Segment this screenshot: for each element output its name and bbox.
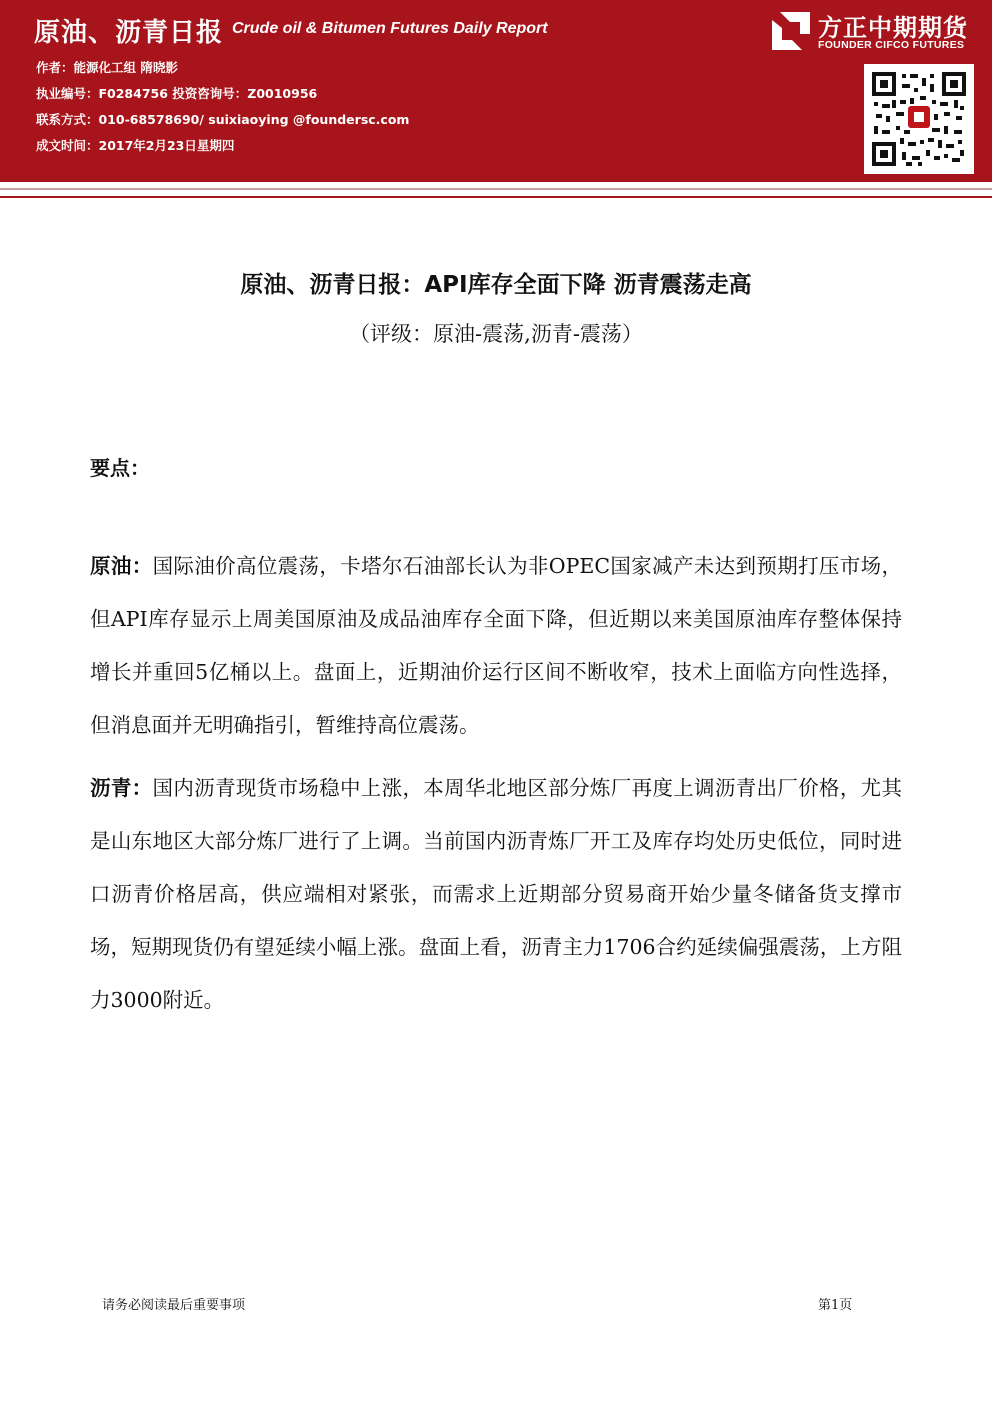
license-line: 执业编号：F0284756 投资咨询号：Z0010956: [36, 86, 318, 101]
founder-logo-icon: [770, 10, 812, 52]
bitumen-paragraph: [90, 762, 902, 1027]
crude-oil-paragraph: [90, 540, 902, 752]
rating-line: （评级：原油-震荡,沥青-震荡）: [349, 322, 643, 346]
date-line: 成文时间：2017年2月23日星期四: [36, 138, 235, 153]
bitumen-lead: 沥青：: [90, 776, 153, 800]
qr-code: [864, 64, 974, 174]
crude-oil-lead: 原油：: [90, 554, 153, 578]
author-line: 作者：能源化工组 隋晓影: [36, 60, 178, 75]
header-banner: [0, 0, 992, 180]
logo-text-cn: 方正中期期货: [818, 14, 968, 42]
footer-notice: 请务必阅读最后重要事项: [102, 1298, 246, 1313]
company-logo: [770, 6, 985, 54]
key-points-heading: 要点：: [90, 456, 150, 480]
bitumen-text: 国内沥青现货市场稳中上涨，本周华北地区部分炼厂再度上调沥青出厂价格，尤其是山东地区大部分炼厂进行了上调。当前国内沥青炼厂开工及库存均处历史低位，同时进口沥青价格居高，供应端相对紧张，而需求上近期部分贸易商开始少量冬储备货支撑市场，短期现货仍有望延续小幅上涨。盘面上看，沥青主力1706合约延续偏强震荡，上方阻力3000附近。: [90, 776, 903, 1012]
page-number: 第1页: [818, 1298, 853, 1313]
report-title-cn: 原油、沥青日报: [34, 18, 224, 48]
contact-line: 联系方式：010-68578690/ suixiaoying @foundersc.com: [36, 112, 410, 127]
qr-code-icon: [870, 70, 968, 168]
document-title: 原油、沥青日报：API库存全面下降 沥青震荡走高: [240, 272, 752, 298]
report-title-en: Crude oil & Bitumen Futures Daily Report: [232, 20, 548, 37]
logo-text-en: FOUNDER CIFCO FUTURES: [818, 39, 965, 51]
header-divider: [0, 180, 992, 198]
crude-oil-text: 国际油价高位震荡，卡塔尔石油部长认为非OPEC国家减产未达到预期打压市场，但API库存显示上周美国原油及成品油库存全面下降，但近期以来美国原油库存整体保持增长并重回5亿桶以上。盘面上，近期油价运行区间不断收窄，技术上面临方向性选择，但消息面并无明确指引，暂维持高位震荡。: [90, 554, 902, 737]
